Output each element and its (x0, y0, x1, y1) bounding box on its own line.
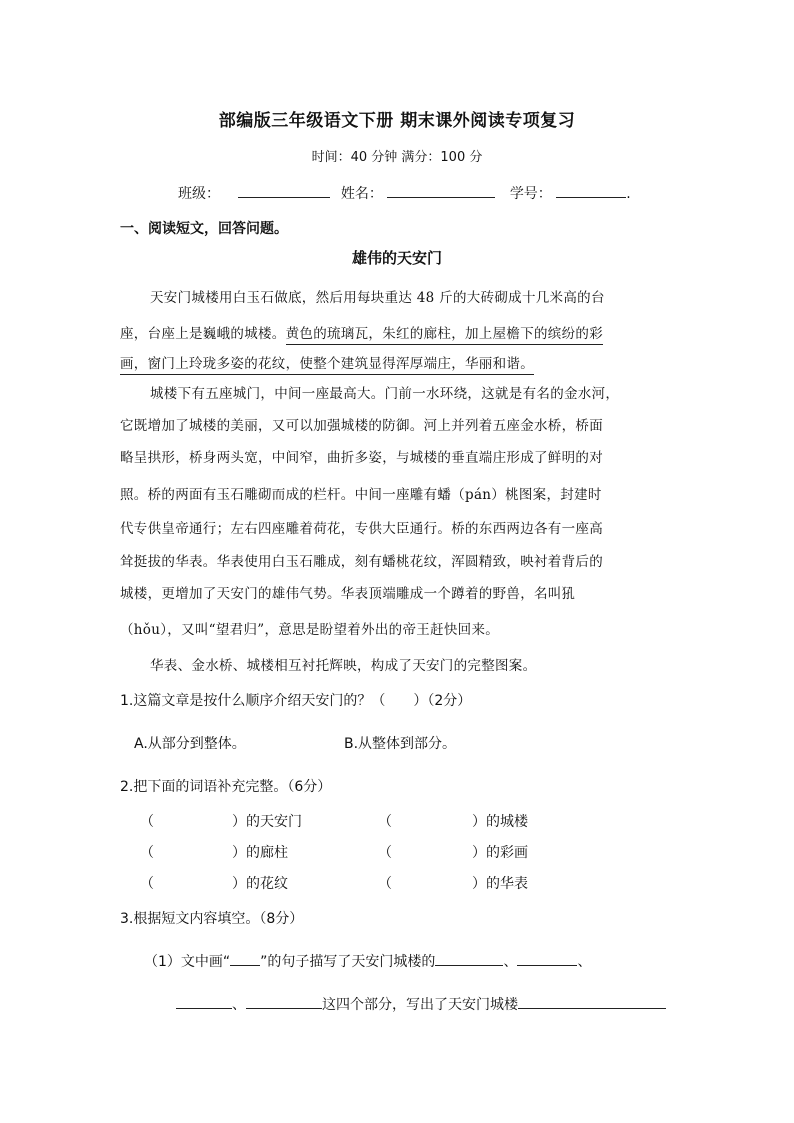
id-blank[interactable] (556, 182, 626, 198)
answer-blank[interactable] (246, 993, 322, 1009)
class-blank[interactable] (238, 182, 330, 198)
class-label: 班级： (178, 186, 220, 202)
student-info-row (178, 182, 631, 203)
question-3: 3.根据短文内容填空。（8分） (120, 911, 304, 927)
end-mark: . (626, 186, 631, 202)
q3-sub1-line2 (176, 993, 666, 1014)
question-2: 2.把下面的词语补充完整。（6分） (120, 779, 332, 795)
exam-meta: 时间：40 分钟 满分：100 分 (311, 150, 483, 165)
underline-marker (230, 950, 260, 966)
open-paren: （ (140, 845, 154, 861)
fill-text: ）的华表 (472, 876, 528, 892)
passage-line: 城楼，更增加了天安门的雄伟气势。华表顶端雕成一个蹲着的野兽，名叫犼 (120, 586, 576, 602)
answer-blank[interactable] (517, 950, 577, 966)
passage-line: 它既增加了城楼的美丽，又可以加强城楼的防御。河上并列着五座金水桥，桥面 (120, 418, 603, 434)
passage-line: 城楼下有五座城门，中间一座最高大。门前一水环绕，这就是有名的金水河， (150, 386, 620, 402)
section-heading: 一、阅读短文，回答问题。 (120, 221, 288, 237)
name-blank[interactable] (387, 182, 495, 198)
open-paren: （ (140, 814, 154, 830)
passage-line (120, 322, 603, 342)
fill-text: ）的花纹 (232, 876, 288, 892)
open-paren: （ (378, 876, 392, 892)
passage-title: 雄伟的天安门 (351, 249, 442, 267)
answer-blank[interactable] (435, 950, 503, 966)
fill-item-2[interactable] (378, 811, 528, 831)
answer-blank[interactable] (518, 993, 666, 1009)
passage-line (120, 352, 534, 372)
passage-line: 华表、金水桥、城楼相互衬托辉映，构成了天安门的完整图案。 (150, 658, 537, 674)
fill-text: ）的天安门 (232, 814, 302, 830)
q3-sub1-line1 (144, 950, 591, 971)
passage-line: （hǒu），又叫“望君归”，意思是盼望着外出的帝王赶快回来。 (120, 622, 500, 638)
passage-line: 代专供皇帝通行；左右四座雕着荷花，专供大臣通行。桥的东西两边各有一座高 (120, 521, 603, 537)
passage-line: 略呈拱形，桥身两头宽，中间窄，曲折多姿，与城楼的垂直端庄形成了鲜明的对 (120, 450, 603, 466)
comma: 、 (503, 954, 518, 970)
option-b[interactable]: B.从整体到部分。 (344, 736, 457, 752)
fill-item-4[interactable] (378, 842, 528, 862)
id-label: 学号： (509, 186, 552, 202)
open-paren: （ (378, 845, 392, 861)
comma: 、 (577, 954, 592, 970)
fill-text: ）的彩画 (472, 845, 528, 861)
page-title: 部编版三年级语文下册 期末课外阅读专项复习 (218, 111, 576, 131)
underlined-sentence: 黄色的琉璃瓦，朱红的廊柱，加上屋檐下的缤纷的彩 (286, 326, 603, 345)
open-paren: （ (378, 814, 392, 830)
fill-text: ）的城楼 (472, 814, 528, 830)
name-label: 姓名： (340, 186, 383, 202)
q3-sub1-mid: ”的句子描写了天安门城楼的 (260, 954, 436, 970)
fill-item-1[interactable] (140, 811, 302, 831)
fill-item-3[interactable] (140, 842, 288, 862)
question-1: 1.这篇文章是按什么顺序介绍天安门的？（ ）（2分） (120, 693, 472, 709)
answer-blank[interactable] (176, 993, 232, 1009)
open-paren: （ (140, 876, 154, 892)
underlined-sentence: 画，窗门上玲珑多姿的花纹，使整个建筑显得浑厚端庄，华丽和谐。 (120, 356, 534, 375)
comma: 、 (232, 997, 246, 1013)
fill-item-6[interactable] (378, 873, 528, 893)
passage-line: 照。桥的两面有玉石雕砌而成的栏杆。中间一座雕有蟠（pán）桃图案，封建时 (120, 487, 602, 503)
fill-item-5[interactable] (140, 873, 288, 893)
option-a[interactable]: A.从部分到整体。 (134, 736, 246, 752)
q3-sub1-prefix: （1）文中画“ (144, 954, 231, 970)
passage-line: 天安门城楼用白玉石做底，然后用每块重达 48 斤的大砖砌成十几米高的台 (150, 290, 605, 306)
passage-line: 耸挺拔的华表。华表使用白玉石雕成，刻有蟠桃花纹，浑圆精致，映衬着背后的 (120, 554, 603, 570)
passage-text: 座，台座上是巍峨的城楼。 (120, 326, 286, 342)
q3-line2-text: 这四个部分，写出了天安门城楼 (322, 997, 518, 1013)
fill-text: ）的廊柱 (232, 845, 288, 861)
